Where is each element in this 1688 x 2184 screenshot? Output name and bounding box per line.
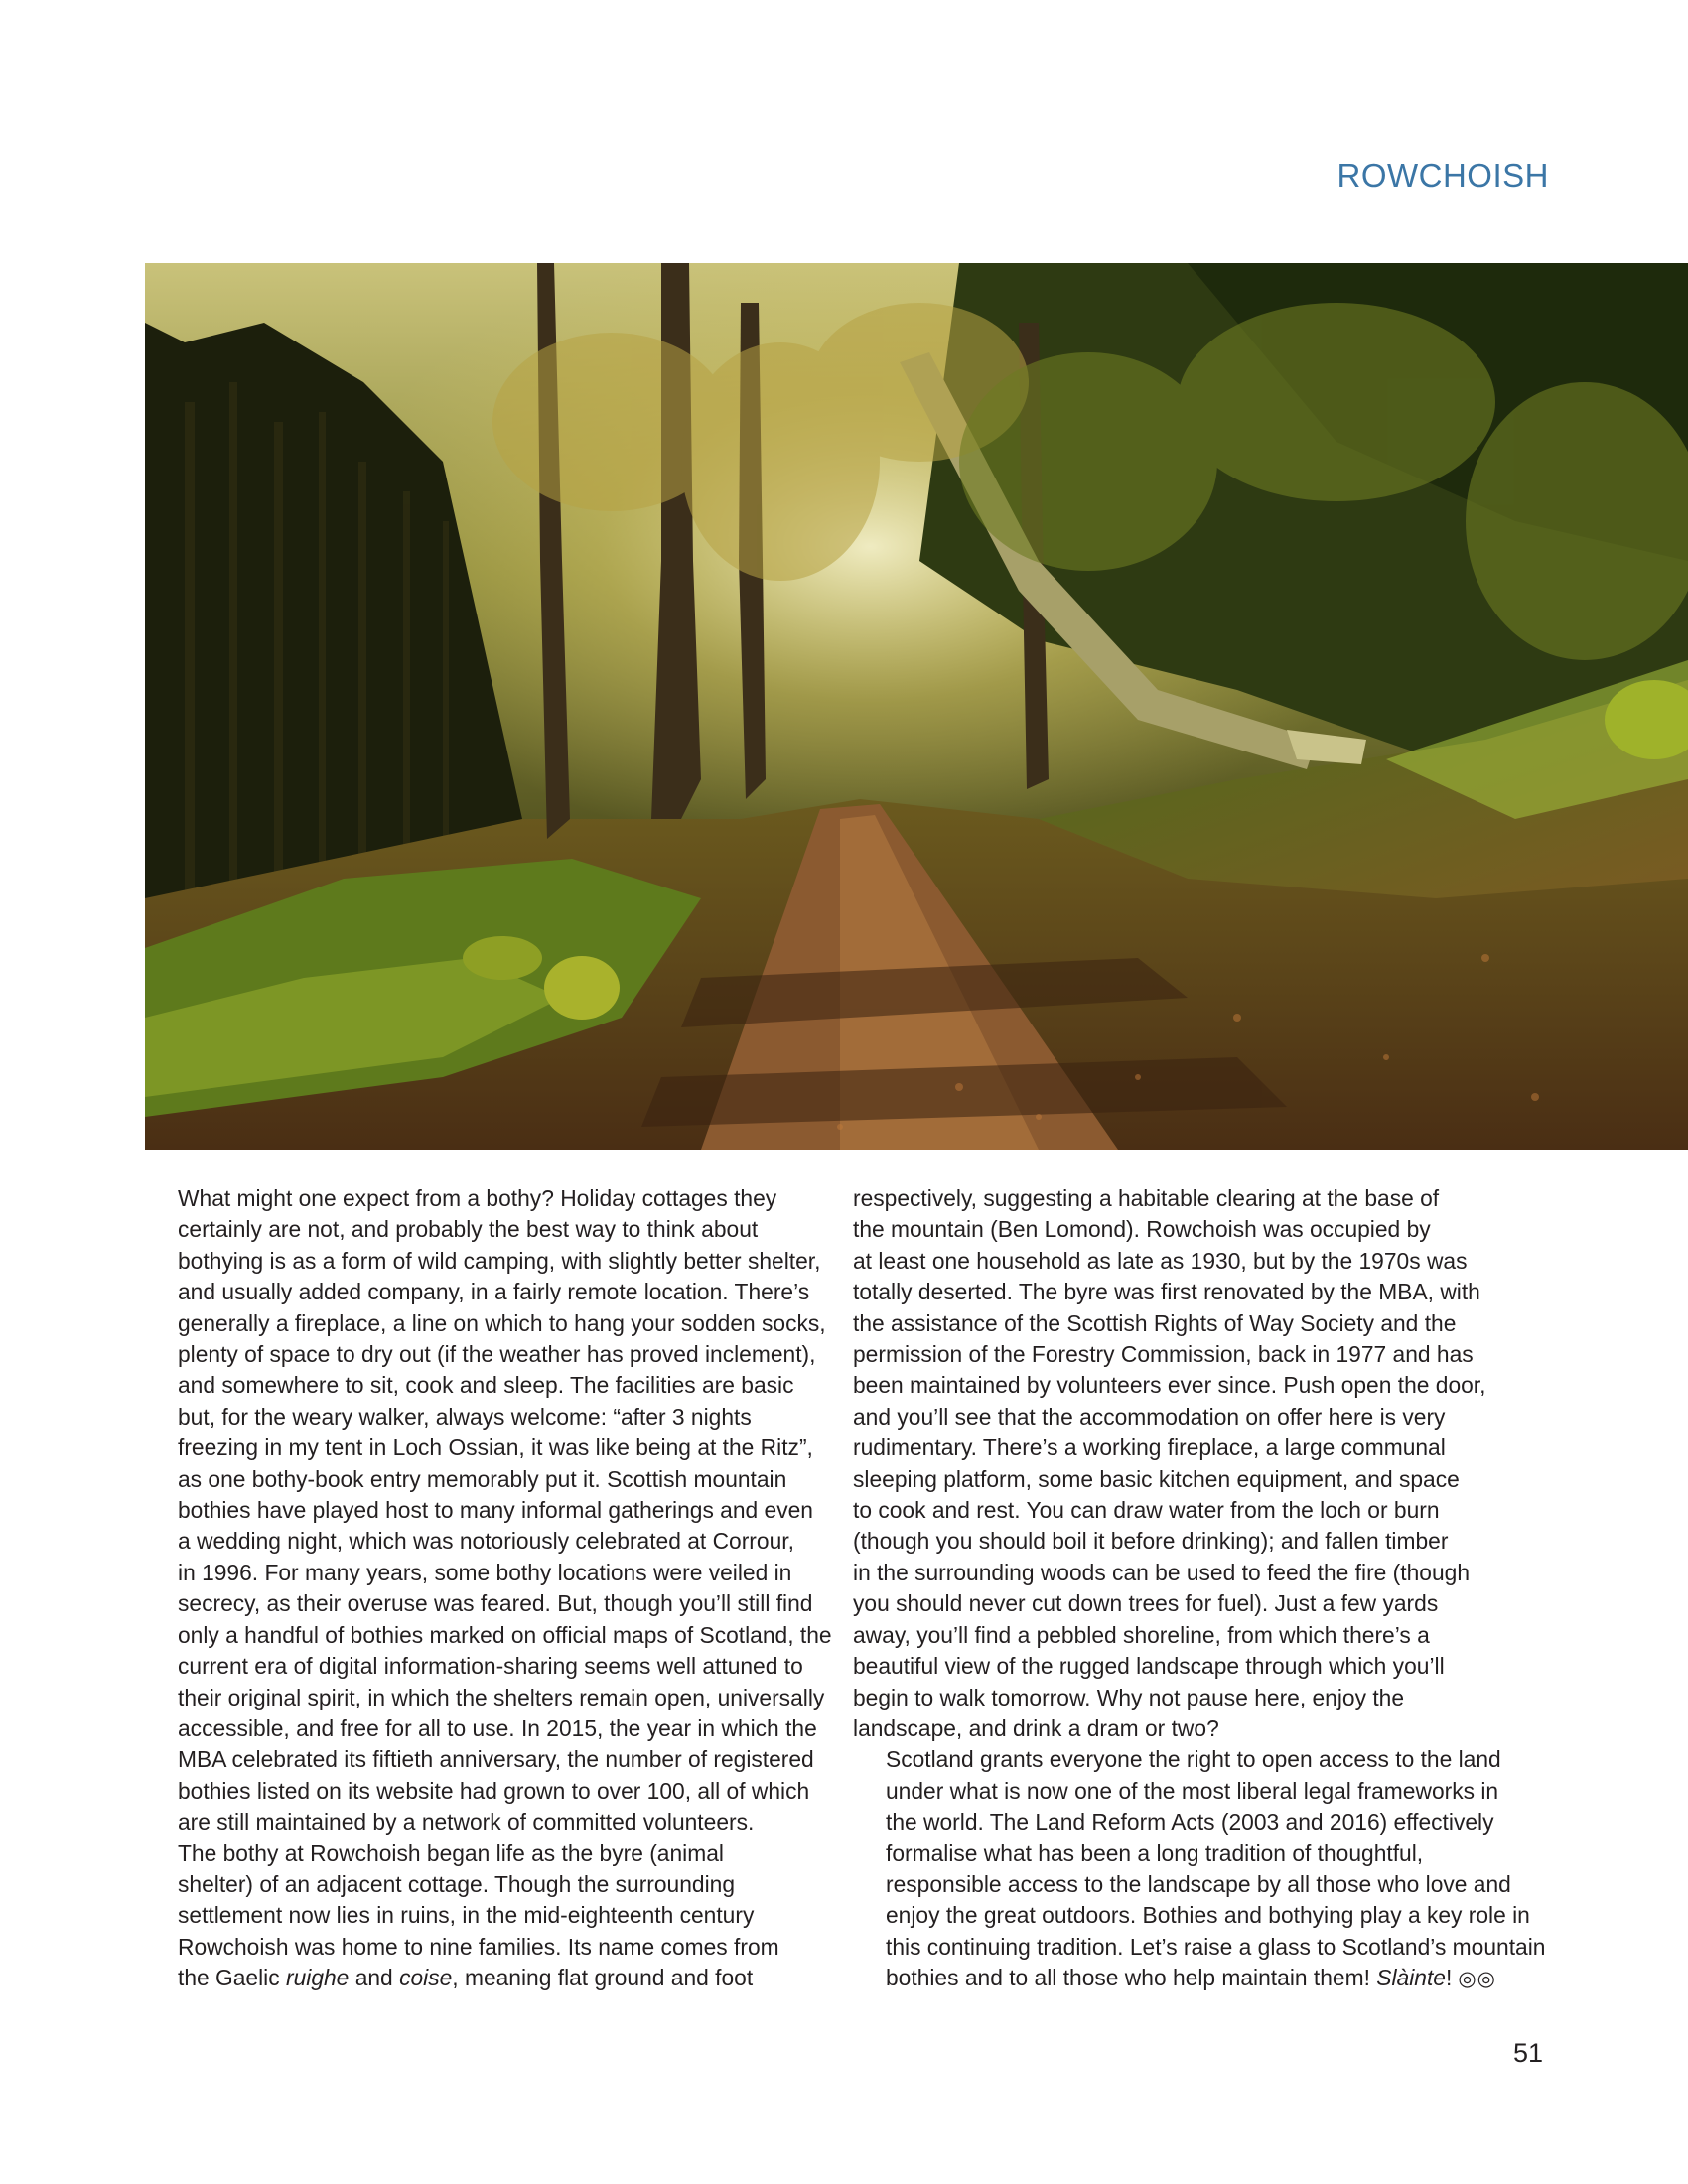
text-line: and usually added company, in a fairly remote location. There’s (178, 1279, 810, 1305)
text-line: respectively, suggesting a habitable clearing at the base of (853, 1185, 1440, 1211)
text-line: certainly are not, and probably the best way to think about (178, 1216, 759, 1243)
text-line: current era of digital information-sharing seems well attuned to (178, 1653, 803, 1680)
text-line: landscape, and drink a dram or two? (853, 1714, 1219, 1741)
text-line: generally a fireplace, a line on which to hang your sodden socks, (178, 1309, 826, 1336)
text-line: permission of the Forestry Commission, back in 1977 and has (853, 1341, 1474, 1368)
text-line: and somewhere to sit, cook and sleep. The facilities are basic (178, 1372, 794, 1399)
text-line: at least one household as late as 1930, but by the 1970s was (853, 1247, 1468, 1274)
end-ornament-icon: ◎◎ (1458, 1968, 1496, 1991)
text-line: under what is now one of the most liberal legal frameworks in (886, 1777, 1499, 1804)
text-line: this continuing tradition. Let’s raise a glass to Scotland’s mountain (886, 1933, 1546, 1960)
text-column-left (145, 1183, 835, 1995)
text-line: plenty of space to dry out (if the weather has proved inclement), (178, 1341, 816, 1368)
running-header: ROWCHOISH (1336, 157, 1549, 194)
text-line: rudimentary. There’s a working fireplace, a large communal (853, 1434, 1446, 1461)
article-body (145, 1183, 1546, 1995)
text-line: totally deserted. The byre was first renovated by the MBA, with (853, 1279, 1480, 1305)
text-line: as one bothy-book entry memorably put it. Scottish mountain (178, 1465, 787, 1492)
text-line: begin to walk tomorrow. Why not pause here, enjoy the (853, 1684, 1405, 1710)
text-line (853, 1963, 1543, 1994)
text-line: Scotland grants everyone the right to open access to the land (886, 1746, 1501, 1773)
forest-photo-illustration (145, 263, 1688, 1150)
gaelic-term: ruighe (285, 1965, 350, 1991)
text-line: enjoy the great outdoors. Bothies and bothying play a key role in (886, 1902, 1530, 1929)
text-line: shelter) of an adjacent cottage. Though the surrounding (178, 1870, 736, 1897)
text-line (145, 1963, 835, 1993)
text-run: and (349, 1965, 400, 1991)
text-line: their original spirit, in which the shelters remain open, universally (178, 1684, 825, 1710)
text-line: What might one expect from a bothy? Holiday cottages they (178, 1185, 777, 1211)
text-line: and you’ll see that the accommodation on offer here is very (853, 1403, 1446, 1430)
text-line: settlement now lies in ruins, in the mid-eighteenth century (178, 1902, 755, 1929)
text-line: the assistance of the Scottish Rights of Way Society and the (853, 1309, 1457, 1336)
text-line: responsible access to the landscape by all those who love and (886, 1870, 1511, 1897)
gaelic-toast: Slàinte (1376, 1965, 1446, 1991)
text-run: bothies and to all those who help maintain them! (886, 1965, 1377, 1991)
paragraph (853, 1183, 1543, 1744)
text-line: freezing in my tent in Loch Ossian, it was like being at the Ritz”, (178, 1434, 813, 1461)
paragraph (145, 1183, 835, 1839)
text-line: MBA celebrated its fiftieth anniversary, the number of registered (178, 1746, 814, 1773)
text-line: The bothy at Rowchoish began life as the byre (animal (178, 1840, 724, 1866)
text-line: to cook and rest. You can draw water from the loch or burn (853, 1497, 1440, 1524)
text-line: secrecy, as their overuse was feared. But, though you’ll still find (178, 1590, 813, 1617)
text-line: bothies listed on its website had grown to over 100, all of which (178, 1777, 810, 1804)
text-run: the Gaelic (178, 1965, 286, 1991)
text-line: bothying is as a form of wild camping, with slightly better shelter, (178, 1247, 821, 1274)
text-line: in 1996. For many years, some bothy locations were veiled in (178, 1559, 792, 1585)
page-number: 51 (1512, 2038, 1543, 2068)
text-line: formalise what has been a long tradition of thoughtful, (886, 1840, 1424, 1866)
text-line: but, for the weary walker, always welcome: “after 3 nights (178, 1403, 752, 1430)
text-line: away, you’ll find a pebbled shoreline, from which there’s a (853, 1621, 1430, 1648)
gaelic-term: coise (399, 1965, 453, 1991)
text-line: Rowchoish was home to nine families. Its name comes from (178, 1933, 779, 1960)
text-line: bothies have played host to many informal gatherings and even (178, 1497, 813, 1524)
paragraph (145, 1839, 835, 1994)
forest-track-photo (145, 263, 1688, 1150)
text-column-right (853, 1183, 1546, 1995)
text-line: in the surrounding woods can be used to feed the fire (though (853, 1559, 1471, 1585)
paragraph (853, 1744, 1546, 1994)
text-line: the world. The Land Reform Acts (2003 and 2016) effectively (886, 1809, 1494, 1836)
text-line: only a handful of bothies marked on official maps of Scotland, the (178, 1621, 832, 1648)
text-line: been maintained by volunteers ever since. Push open the door, (853, 1372, 1486, 1399)
text-line: are still maintained by a network of committed volunteers. (178, 1809, 755, 1836)
text-run: ! (1445, 1965, 1453, 1991)
text-line: (though you should boil it before drinking); and fallen timber (853, 1528, 1449, 1555)
text-line: beautiful view of the rugged landscape through which you’ll (853, 1653, 1445, 1680)
text-line: accessible, and free for all to use. In 2015, the year in which the (178, 1714, 817, 1741)
text-line: a wedding night, which was notoriously celebrated at Corrour, (178, 1528, 794, 1555)
text-run: , meaning flat ground and foot (452, 1965, 754, 1991)
text-line: the mountain (Ben Lomond). Rowchoish was occupied by (853, 1216, 1431, 1243)
text-line: sleeping platform, some basic kitchen equipment, and space (853, 1465, 1460, 1492)
text-line: you should never cut down trees for fuel). Just a few yards (853, 1590, 1439, 1617)
